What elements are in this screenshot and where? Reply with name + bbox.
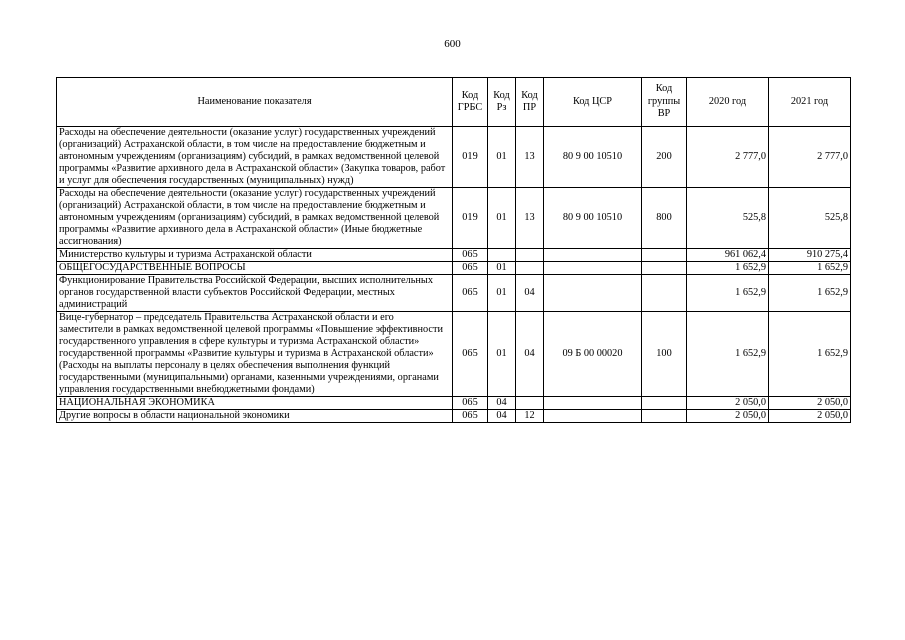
row-2020: 2 777,0 [687, 127, 769, 188]
header-row [57, 78, 851, 127]
row-rz: 01 [488, 127, 516, 188]
row-vr: 800 [642, 188, 687, 249]
row-name: Расходы на обеспечение деятельности (оказание услуг) государственных учреждений (организаций) Астраханской области, в том числе на предоставление бюджетным и автономным учреждениям (организациям) субсидий, в рамках ведомственной целевой программы «Развитие архивного дела в Астраханской области» (Закупка товаров, работ и услуг для обеспечения государственных (муниципальных) нужд) [57, 127, 453, 188]
row-2020: 1 652,9 [687, 312, 769, 397]
row-grbs: 065 [453, 312, 488, 397]
row-vr: 100 [642, 312, 687, 397]
row-csr [544, 262, 642, 275]
row-2021: 2 777,0 [769, 127, 851, 188]
table-row [57, 312, 851, 397]
row-pr: 04 [516, 275, 544, 312]
row-2021: 1 652,9 [769, 262, 851, 275]
row-vr [642, 249, 687, 262]
row-csr: 09 Б 00 00020 [544, 312, 642, 397]
header-grbs: Код ГРБС [453, 78, 488, 127]
row-name: НАЦИОНАЛЬНАЯ ЭКОНОМИКА [57, 397, 453, 410]
row-2020: 1 652,9 [687, 262, 769, 275]
row-2020: 2 050,0 [687, 410, 769, 423]
row-rz: 01 [488, 275, 516, 312]
row-vr [642, 275, 687, 312]
table-row [57, 262, 851, 275]
row-2021: 2 050,0 [769, 397, 851, 410]
row-rz [488, 249, 516, 262]
table-row [57, 188, 851, 249]
row-name: Министерство культуры и туризма Астраханской области [57, 249, 453, 262]
row-name: ОБЩЕГОСУДАРСТВЕННЫЕ ВОПРОСЫ [57, 262, 453, 275]
row-rz: 01 [488, 312, 516, 397]
row-pr [516, 397, 544, 410]
table-row [57, 275, 851, 312]
row-csr: 80 9 00 10510 [544, 127, 642, 188]
row-name: Расходы на обеспечение деятельности (оказание услуг) государственных учреждений (организаций) Астраханской области, в том числе на предоставление бюджетным и автономным учреждениям (организациям) субсидий, в рамках ведомственной целевой программы «Развитие архивного дела в Астраханской области» (Иные бюджетные ассигнования) [57, 188, 453, 249]
row-2020: 525,8 [687, 188, 769, 249]
row-pr: 12 [516, 410, 544, 423]
row-grbs: 065 [453, 249, 488, 262]
header-csr: Код ЦСР [544, 78, 642, 127]
row-grbs: 065 [453, 275, 488, 312]
budget-table [56, 77, 851, 423]
row-pr: 13 [516, 188, 544, 249]
table-row [57, 397, 851, 410]
row-2020: 1 652,9 [687, 275, 769, 312]
row-2020: 961 062,4 [687, 249, 769, 262]
row-csr [544, 249, 642, 262]
row-rz: 01 [488, 188, 516, 249]
row-grbs: 019 [453, 188, 488, 249]
row-2021: 525,8 [769, 188, 851, 249]
row-vr [642, 262, 687, 275]
row-grbs: 065 [453, 262, 488, 275]
header-vr: Код группы ВР [642, 78, 687, 127]
table-row [57, 249, 851, 262]
row-pr [516, 262, 544, 275]
header-pr: Код ПР [516, 78, 544, 127]
row-name: Вице-губернатор – председатель Правительства Астраханской области и его заместители в рамках ведомственной целевой программы «Повышение эффективности государственного управления в сфере культуры и туризма Астраханской области» государственной программы «Развитие культуры и туризма в Астраханской области» (Расходы на выплаты персоналу в целях обеспечения выполнения функций государственными (муниципальными) органами, казенными учреждениями, органами управления государственными внебюджетными фондами) [57, 312, 453, 397]
row-2021: 1 652,9 [769, 312, 851, 397]
row-2021: 1 652,9 [769, 275, 851, 312]
row-grbs: 065 [453, 397, 488, 410]
row-rz: 04 [488, 397, 516, 410]
table-row [57, 410, 851, 423]
row-vr [642, 397, 687, 410]
header-2020: 2020 год [687, 78, 769, 127]
header-2021: 2021 год [769, 78, 851, 127]
row-csr [544, 397, 642, 410]
row-pr: 13 [516, 127, 544, 188]
row-2021: 910 275,4 [769, 249, 851, 262]
row-pr [516, 249, 544, 262]
row-vr [642, 410, 687, 423]
header-rz: Код Рз [488, 78, 516, 127]
header-name: Наименование показателя [57, 78, 453, 127]
row-grbs: 065 [453, 410, 488, 423]
table-row [57, 127, 851, 188]
row-csr [544, 275, 642, 312]
row-2020: 2 050,0 [687, 397, 769, 410]
row-name: Другие вопросы в области национальной экономики [57, 410, 453, 423]
row-csr: 80 9 00 10510 [544, 188, 642, 249]
row-pr: 04 [516, 312, 544, 397]
page-number: 600 [444, 38, 461, 50]
row-name: Функционирование Правительства Российской Федерации, высших исполнительных органов государственной власти субъектов Российской Федерации, местных администраций [57, 275, 453, 312]
row-grbs: 019 [453, 127, 488, 188]
row-rz: 04 [488, 410, 516, 423]
row-2021: 2 050,0 [769, 410, 851, 423]
row-csr [544, 410, 642, 423]
row-vr: 200 [642, 127, 687, 188]
row-rz: 01 [488, 262, 516, 275]
